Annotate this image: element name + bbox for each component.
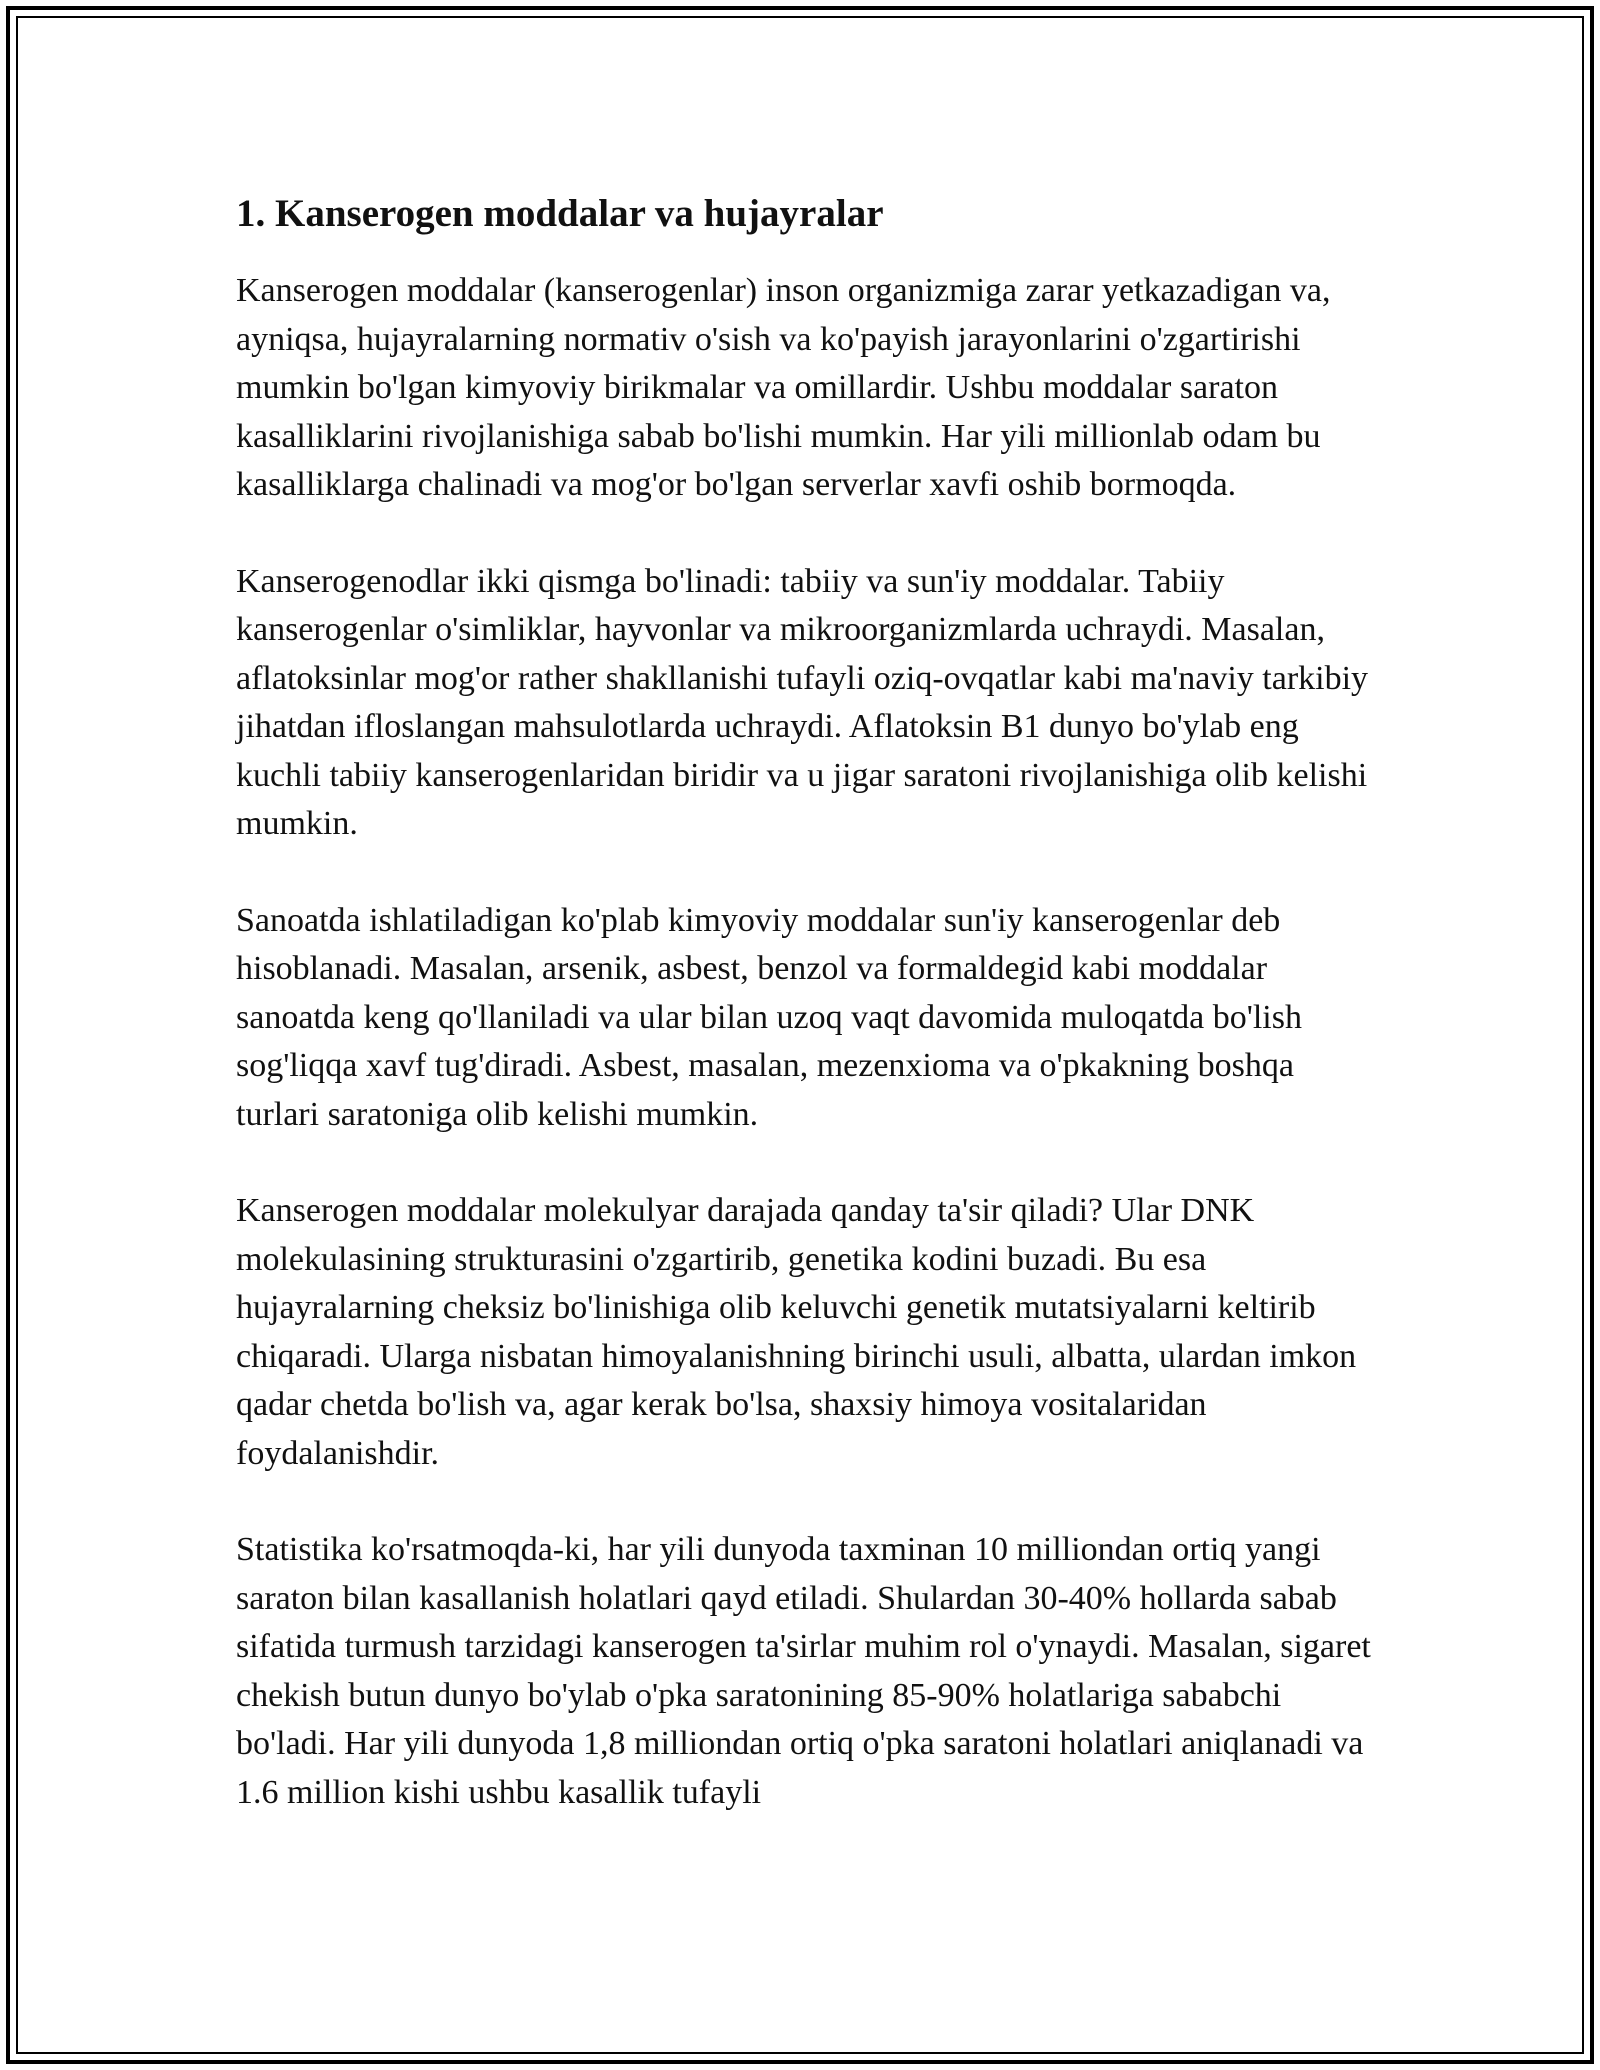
- paragraph-2: Kanserogenodlar ikki qismga bo'linadi: tabiiy va sun'iy moddalar. Tabiiy kanserogenlar o'simliklar, hayvonlar va mikroorganizmlarda uchraydi. Masalan, aflatoksinlar mog'or rather shakllanishi tufayli oziq-ovqatlar kabi ma'naviy tarkibiy jihatdan ifloslangan mahsulotlarda uchraydi. Aflatoksin B1 dunyo bo'ylab eng kuchli tabiiy kanserogenlaridan biridir va u jigar saratoni rivojlanishiga olib kelishi mumkin.: [236, 562, 1369, 842]
- section-title: 1. Kanserogen moddalar va hujayralar: [236, 192, 884, 235]
- paragraph-1: Kanserogen moddalar (kanserogenlar) inson organizmiga zarar yetkazadigan va, ayniqsa, hujayralarning normativ o'sish va ko'payish jarayonlarini o'zgartirishi mumkin bo'lgan kimyoviy birikmalar va omillardir. Ushbu moddalar saraton kasalliklarini rivojlanishiga sabab bo'lishi mumkin. Har yili millionlab odam bu kasalliklarga chalinadi va mog'or bo'lgan serverlar xavfi oshib bormoqda.: [236, 272, 1331, 503]
- paragraph-5: Statistika ko'rsatmoqda-ki, har yili dunyoda taxminan 10 milliondan ortiq yangi saraton bilan kasallanish holatlari qayd etiladi. Shulardan 30-40% hollarda sabab sifatida turmush tarzidagi kanserogen ta'sirlar muhim rol o'ynaydi. Masalan, sigaret chekish butun dunyo bo'ylab o'pka saratonining 85-90% holatlariga sababchi bo'ladi. Har yili dunyoda 1,8 milliondan ortiq o'pka saratoni holatlari aniqlanadi va 1.6 million kishi ushbu kasallik tufayli: [236, 1531, 1371, 1811]
- document-body: [236, 186, 1384, 1817]
- paragraph-4: Kanserogen moddalar molekulyar darajada qanday ta'sir qiladi? Ular DNK molekulasining strukturasini o'zgartirib, genetika kodini buzadi. Bu esa hujayralarning cheksiz bo'linishiga olib keluvchi genetik mutatsiyalarni keltirib chiqaradi. Ularga nisbatan himoyalanishning birinchi usuli, albatta, ulardan imkon qadar chetda bo'lish va, agar kerak bo'lsa, shaxsiy himoya vositalaridan foydalanishdir.: [236, 1192, 1357, 1472]
- paragraph-3: Sanoatda ishlatiladigan ko'plab kimyoviy moddalar sun'iy kanserogenlar deb hisoblanadi. Masalan, arsenik, asbest, benzol va formaldegid kabi moddalar sanoatda keng qo'llaniladi va ular bilan uzoq vaqt davomida muloqatda bo'lish sog'liqqa xavf tug'diradi. Asbest, masalan, mezenxioma va o'pkakning boshqa turlari saratoniga olib kelishi mumkin.: [236, 901, 1302, 1133]
